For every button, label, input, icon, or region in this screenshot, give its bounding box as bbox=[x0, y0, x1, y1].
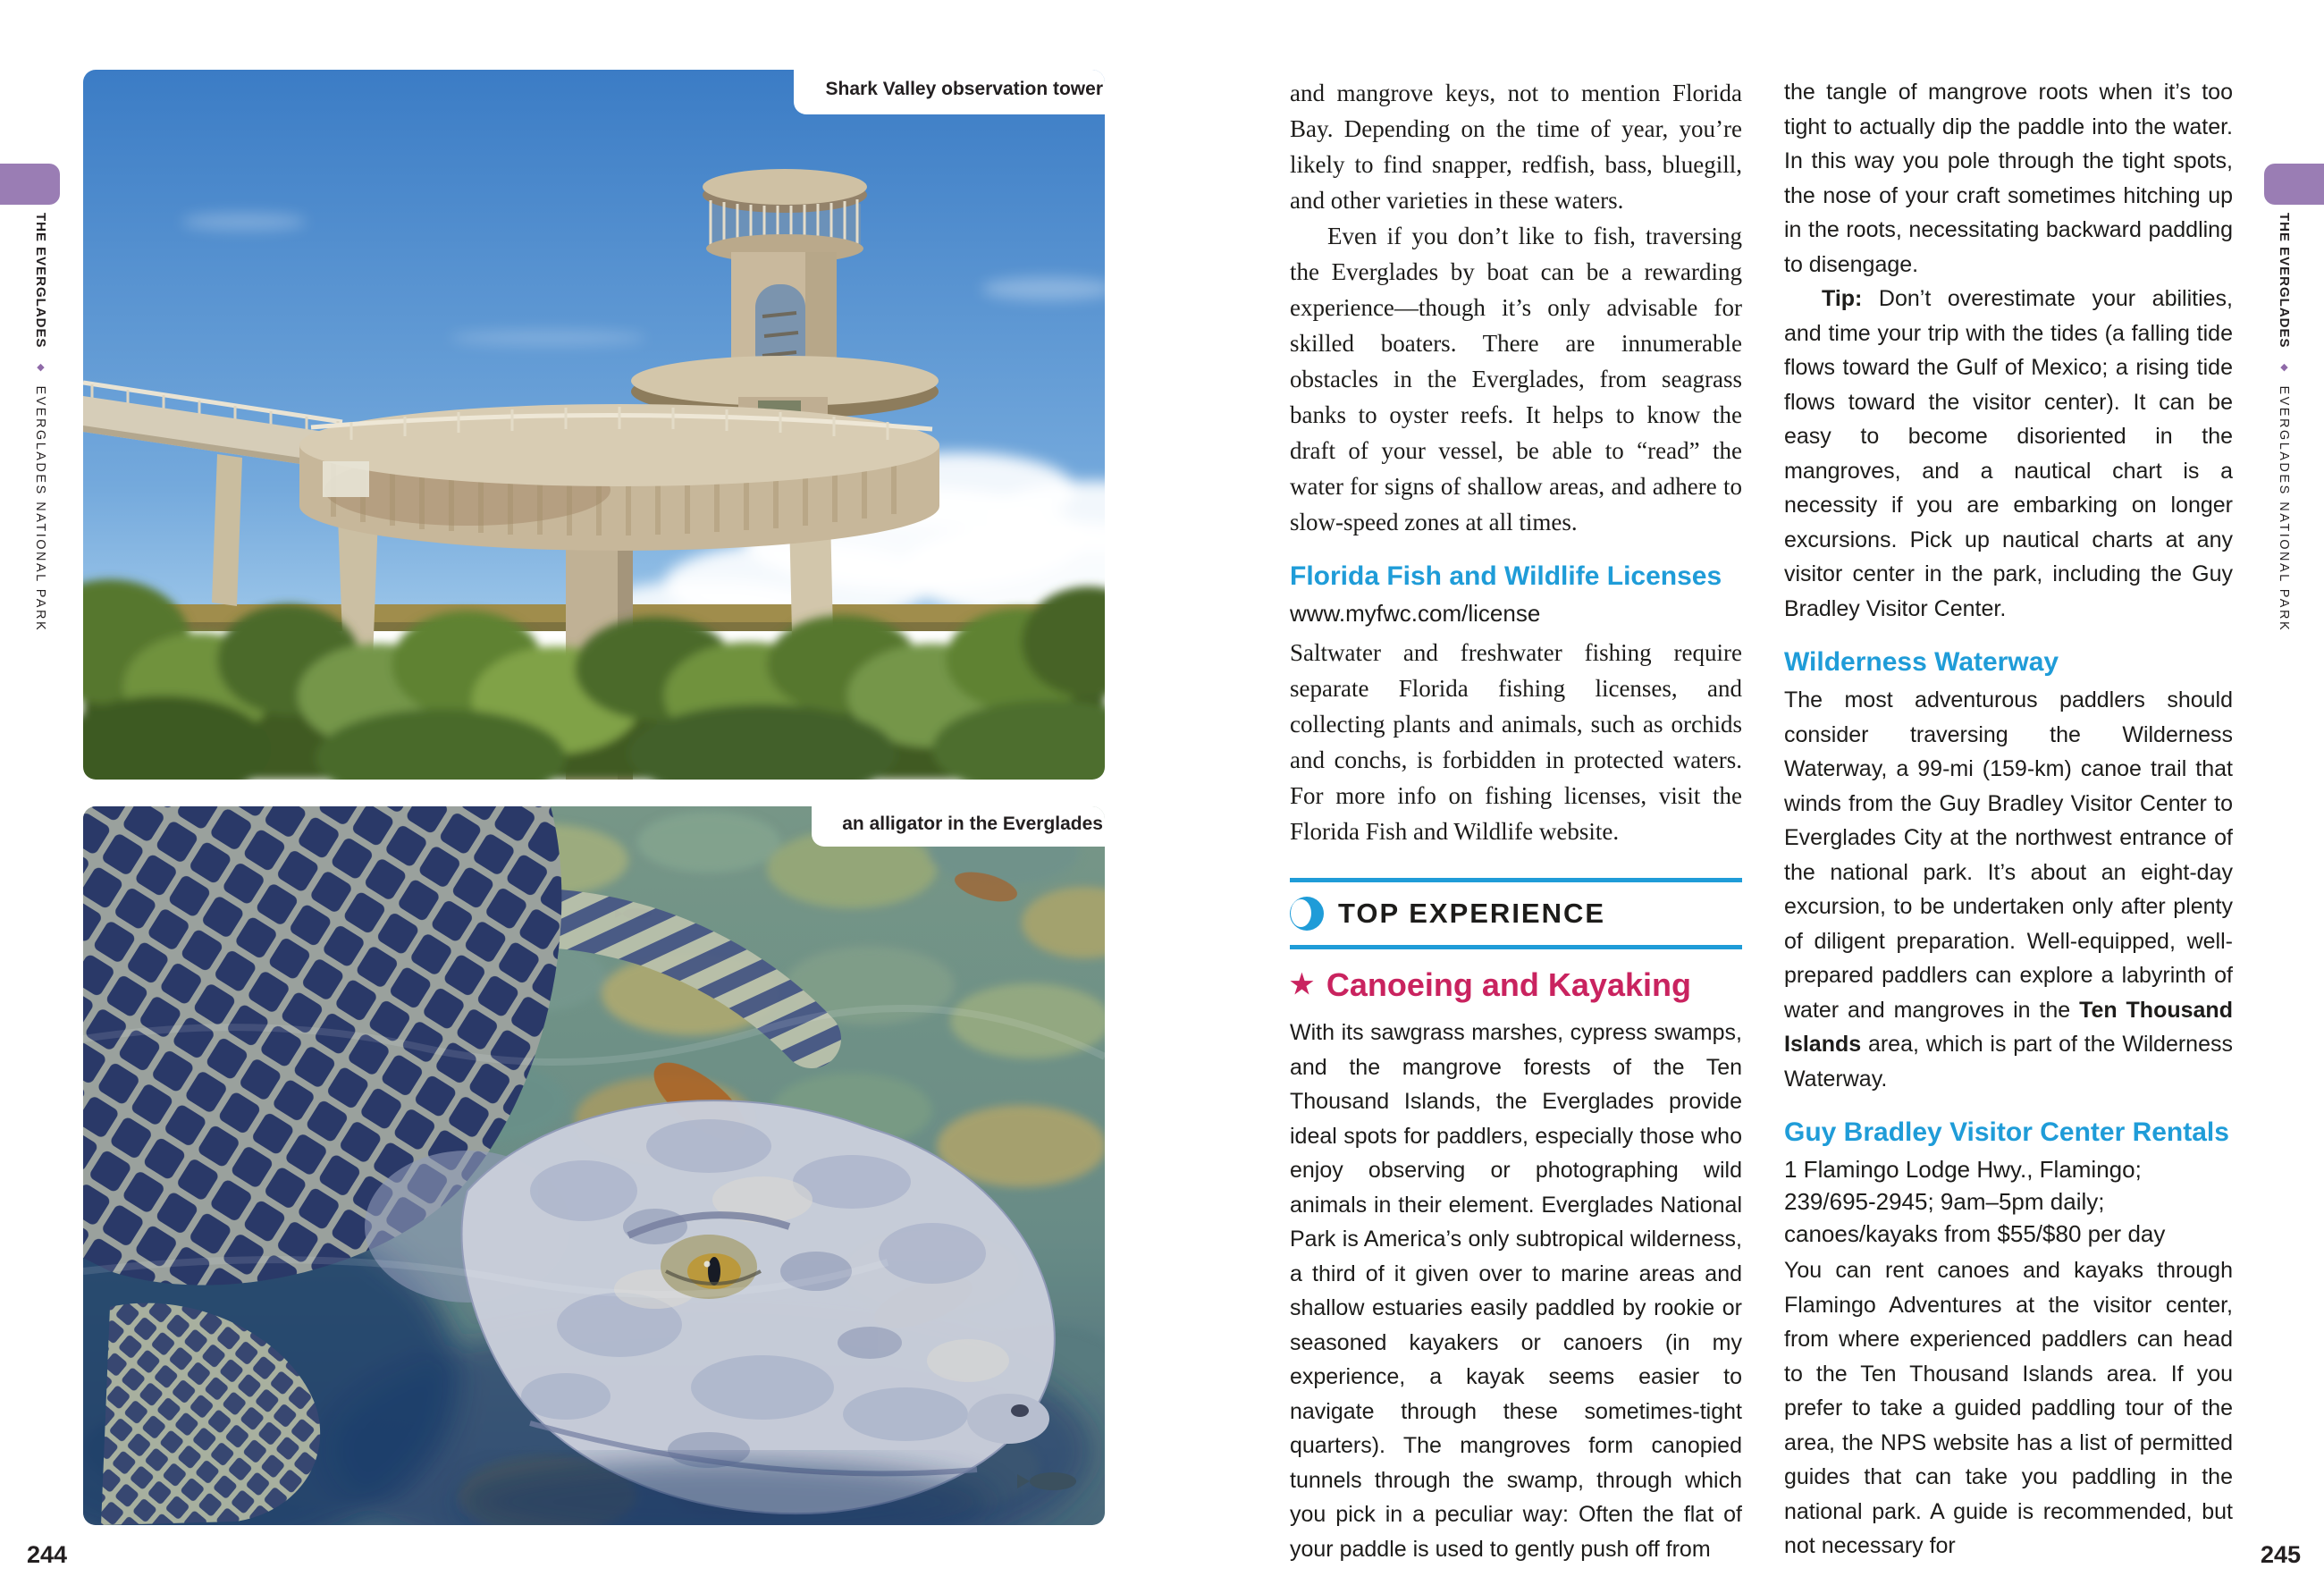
photo2-caption bbox=[812, 806, 1105, 847]
sidebar-chapter: THE EVERGLADES bbox=[2277, 213, 2292, 349]
waterway-bold: Ten Thousand Islands bbox=[1784, 997, 2233, 1057]
sidebar-section: EVERGLADES NATIONAL PARK bbox=[2277, 385, 2291, 633]
star-icon: ★ bbox=[1290, 970, 1314, 999]
sidebar-bullet-icon: ◆ bbox=[2278, 360, 2289, 373]
page-number-left: 244 bbox=[27, 1541, 68, 1568]
photo2-caption-text: an alligator in the Everglades bbox=[842, 813, 1103, 834]
page-number-right: 245 bbox=[2260, 1541, 2301, 1568]
activity-heading bbox=[1290, 965, 1742, 1005]
listing-url: www.myfwc.com/license bbox=[1290, 600, 1541, 627]
moon-icon bbox=[1290, 897, 1324, 931]
tower-illustration bbox=[83, 70, 1105, 780]
listing-heading-guy-bradley-rentals: Guy Bradley Visitor Center Rentals bbox=[1784, 1117, 2229, 1147]
divider-rule-top bbox=[1290, 878, 1742, 882]
body-paragraph: You can rent canoes and kayaks through Flamingo Adventures at the visitor center, from where experienced paddlers can head to the Ten Thousand Islands area. If you prefer to take a guided paddling tour of the area, the NPS website has a list of permitted guides that can take you paddling in the national park. A guide is recommended, but not necessary for bbox=[1784, 1258, 2233, 1558]
body-paragraph: Saltwater and freshwater fishing require separate Florida fishing licenses, and collecting plants and animals, such as orchids and conchs, is forbidden in protected waters. For more info on fishing licenses, visit the Florida Fish and Wildlife website. bbox=[1290, 639, 1742, 845]
tip-text: Don’t overestimate your abilities, and time your trip with the tides (a falling tide flows toward the Gulf of Mexico; a rising tide flows toward the visitor center). It can be easy to become disoriented in the mangroves, and a nautical chart is a necessity if you are embarking on longer excursions. Pick up nautical charts at any visitor center in the park, including the Guy Bradley Visitor Center. bbox=[1784, 286, 2233, 621]
tip-label: Tip: bbox=[1822, 286, 1863, 311]
listing-heading-fish-wildlife: Florida Fish and Wildlife Licenses bbox=[1290, 561, 1722, 591]
divider-rule-bottom bbox=[1290, 945, 1742, 949]
alligator-illustration bbox=[83, 806, 1105, 1525]
sidebar-section: EVERGLADES NATIONAL PARK bbox=[33, 385, 47, 633]
listing-info: 1 Flamingo Lodge Hwy., Flamingo; 239/695-2945; 9am–5pm daily; canoes/kayaks from $55/$80 per day bbox=[1784, 1156, 2166, 1247]
chapter-tab-left bbox=[0, 164, 60, 205]
body-paragraph: With its sawgrass marshes, cypress swamps, and the mangrove forests of the Ten Thousand Islands, the Everglades provide ideal spots for paddlers, especially those who enjoy observing or photographing wild animals in their element. Everglades National Park is America’s only subtropical wilderness, a third of it given over to marine areas and shallow estuaries easily paddled by rookie or seasoned kayakers or canoers (in my experience, a kayak seems easier to navigate through these sometimes-tight quarters). The mangroves form canopied tunnels through the swamp, through which you pick in a peculiar way: Often the flat of your paddle is used to gently push off from bbox=[1290, 1020, 1742, 1562]
waterway-text-1: The most adventurous paddlers should consider traversing the Wilderness Waterway, a 99-mi (159-km) canoe trail that winds from the Guy Bradley Visitor Center to Everglades City at the northwest entrance of the national park. It’s about an eight-day excursion, to be undertaken only after plenty of diligent preparation. Well-equipped, well-prepared paddlers can explore a labyrinth of water and mangroves in the bbox=[1784, 687, 2233, 1023]
sidebar-bullet-icon: ◆ bbox=[35, 360, 46, 373]
activity-heading-text: Canoeing and Kayaking bbox=[1326, 966, 1691, 1003]
top-experience-banner bbox=[1290, 893, 1742, 934]
text-column-2 bbox=[1784, 75, 2233, 1564]
body-paragraph bbox=[1784, 683, 2233, 1096]
chapter-tab-right bbox=[2264, 164, 2324, 205]
tip-paragraph bbox=[1784, 282, 2233, 626]
body-paragraph: the tangle of mangrove roots when it’s too tight to actually dip the paddle into the water. In this way you pole through the tight spots, the nose of your craft sometimes hitching up in the roots, necessitating backward paddling to disengage. bbox=[1784, 80, 2233, 277]
sidebar-label-right bbox=[2276, 213, 2292, 632]
photo-alligator bbox=[83, 806, 1105, 1525]
body-paragraph: and mangrove keys, not to mention Florida Bay. Depending on the time of year, you’re likely to find snapper, redfish, bass, bluegill, and other varieties in these waters. bbox=[1290, 80, 1742, 214]
waterway-text-2: area, which is part of the Wilderness Waterway. bbox=[1784, 1032, 2233, 1092]
photo-shark-valley-tower bbox=[83, 70, 1105, 780]
sidebar-label-left bbox=[32, 213, 48, 632]
text-column-1 bbox=[1290, 75, 1742, 1566]
body-paragraph: Even if you don’t like to fish, traversing the Everglades by boat can be a rewarding experience—though it’s only advisable for skilled boaters. There are innumerable obstacles in the Everglades, from seagrass banks to oyster reefs. It helps to know the draft of your vessel, be able to “read” the water for signs of shallow areas, and adhere to slow-speed zones at all times. bbox=[1290, 223, 1742, 535]
sidebar-chapter: THE EVERGLADES bbox=[33, 213, 48, 349]
photo1-caption bbox=[794, 70, 1105, 114]
top-experience-label: TOP EXPERIENCE bbox=[1338, 898, 1606, 929]
photo1-caption-text: Shark Valley observation tower bbox=[825, 79, 1103, 99]
listing-heading-wilderness-waterway: Wilderness Waterway bbox=[1784, 647, 2059, 677]
